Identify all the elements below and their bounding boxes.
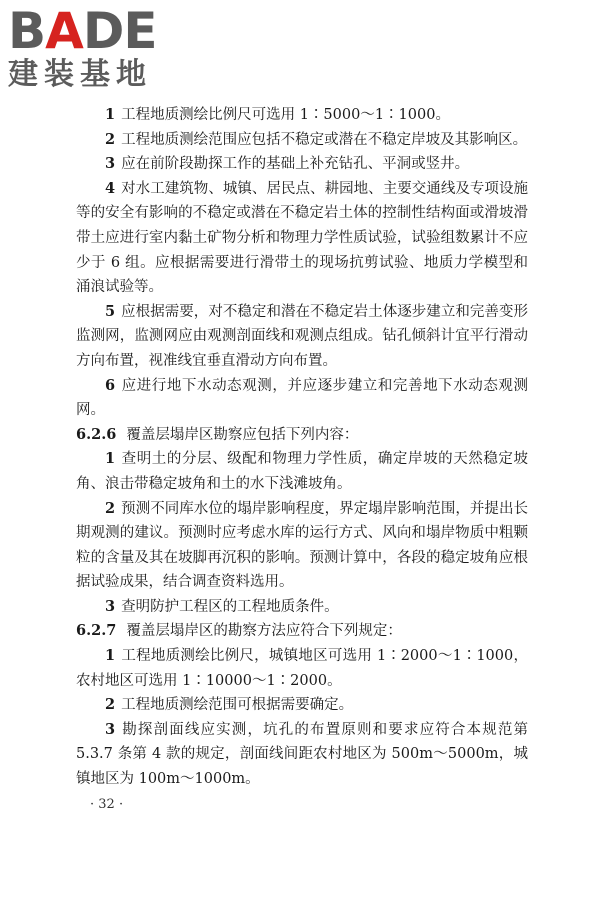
paragraph-number: 1 xyxy=(105,450,116,468)
paragraph-text: 勘探剖面线应实测，坑孔的布置原则和要求应符合本规范第 5.3.7 条第 4 款的规定，剖面线间距农村地区为 500m～5000m，城镇地区为 100m～1000m。 xyxy=(76,721,528,788)
clause-number: 6.2.7 xyxy=(76,622,117,640)
paragraph-text: 应在前阶段勘探工作的基础上补充钻孔、平洞或竖井。 xyxy=(121,156,470,173)
paragraph xyxy=(76,177,528,300)
paragraph xyxy=(76,300,528,374)
paragraph-number: 5 xyxy=(105,302,116,320)
clause-heading xyxy=(76,619,528,644)
paragraph-text: 工程地质测绘范围可根据需要确定。 xyxy=(121,697,354,714)
paragraph xyxy=(76,693,528,718)
paragraph-number: 1 xyxy=(105,647,116,665)
paragraph-text: 应根据需要，对不稳定和潜在不稳定岩土体逐步建立和完善变形监测网，监测网应由观测剖面线和观测点组成。钻孔倾斜计宜平行滑动方向布置，视准线宜垂直滑动方向布置。 xyxy=(76,303,528,369)
paragraph-number: 3 xyxy=(105,155,116,173)
paragraph xyxy=(76,152,528,177)
paragraph-text: 应进行地下水动态观测，并应逐步建立和完善地下水动态观测网。 xyxy=(76,377,528,419)
paragraph-text: 查明防护工程区的工程地质条件。 xyxy=(121,598,339,615)
clause-text: 覆盖层塌岸区的勘察方法应符合下列规定： xyxy=(126,623,402,640)
clause-text: 覆盖层塌岸区勘察应包括下列内容： xyxy=(126,426,359,443)
paragraph xyxy=(76,447,528,496)
logo-subtitle: 建装基地 xyxy=(8,57,152,92)
paragraph xyxy=(76,644,528,693)
paragraph xyxy=(76,103,528,128)
paragraph-text: 工程地质测绘比例尺，城镇地区可选用 1∶2000～1∶1000，农村地区可选用 1∶10000～1∶2000。 xyxy=(76,648,528,689)
paragraph-number: 3 xyxy=(105,597,116,615)
paragraph-number: 3 xyxy=(105,720,116,738)
clause-number: 6.2.6 xyxy=(76,425,117,443)
paragraph-text: 预测不同库水位的塌岸影响程度，界定塌岸影响范围，并提出长期观测的建议。预测时应考虑水库的运行方式、风向和塌岸物质中粗颗粒的含量及其在坡脚再沉积的影响。预测计算中，各段的稳定坡角应根据试验成果，结合调查资料选用。 xyxy=(76,500,528,591)
logo-letter-a: A xyxy=(45,2,83,60)
clause-heading xyxy=(76,423,528,448)
logo-letter-b: B xyxy=(8,2,46,60)
page-number: · 32 · xyxy=(90,797,124,812)
paragraph xyxy=(76,374,528,423)
paragraph xyxy=(76,718,528,792)
paragraph-text: 对水工建筑物、城镇、居民点、耕园地、主要交通线及专项设施等的安全有影响的不稳定或潜在不稳定岩土体的控制性结构面或滑坡滑带土应进行室内黏土矿物分析和物理力学性质试验，试验组数累计不应少于 6 组。应根据需要进行滑带土的现场抗剪试验、地质力学模型和涌浪试验等。 xyxy=(76,180,528,296)
paragraph-number: 4 xyxy=(105,179,116,197)
paragraph-text: 工程地质测绘范围应包括不稳定或潜在不稳定岸坡及其影响区。 xyxy=(121,131,528,148)
paragraph-number: 2 xyxy=(105,130,116,148)
paragraph xyxy=(76,128,528,153)
paragraph xyxy=(76,595,528,620)
paragraph-number: 1 xyxy=(105,106,116,123)
logo xyxy=(8,4,178,96)
logo-letters-de: DE xyxy=(82,2,157,60)
paragraph-number: 6 xyxy=(105,376,116,394)
paragraph xyxy=(76,497,528,595)
paragraph-text: 查明土的分层、级配和物理力学性质，确定岸坡的天然稳定坡角、浪击带稳定坡角和土的水下浅滩坡角。 xyxy=(76,451,528,492)
logo-brand xyxy=(8,4,178,58)
paragraph-number: 2 xyxy=(105,696,116,714)
paragraph-number: 2 xyxy=(105,499,116,517)
document-body xyxy=(76,103,528,792)
paragraph-text: 工程地质测绘比例尺可选用 1∶5000～1∶1000。 xyxy=(121,107,450,123)
